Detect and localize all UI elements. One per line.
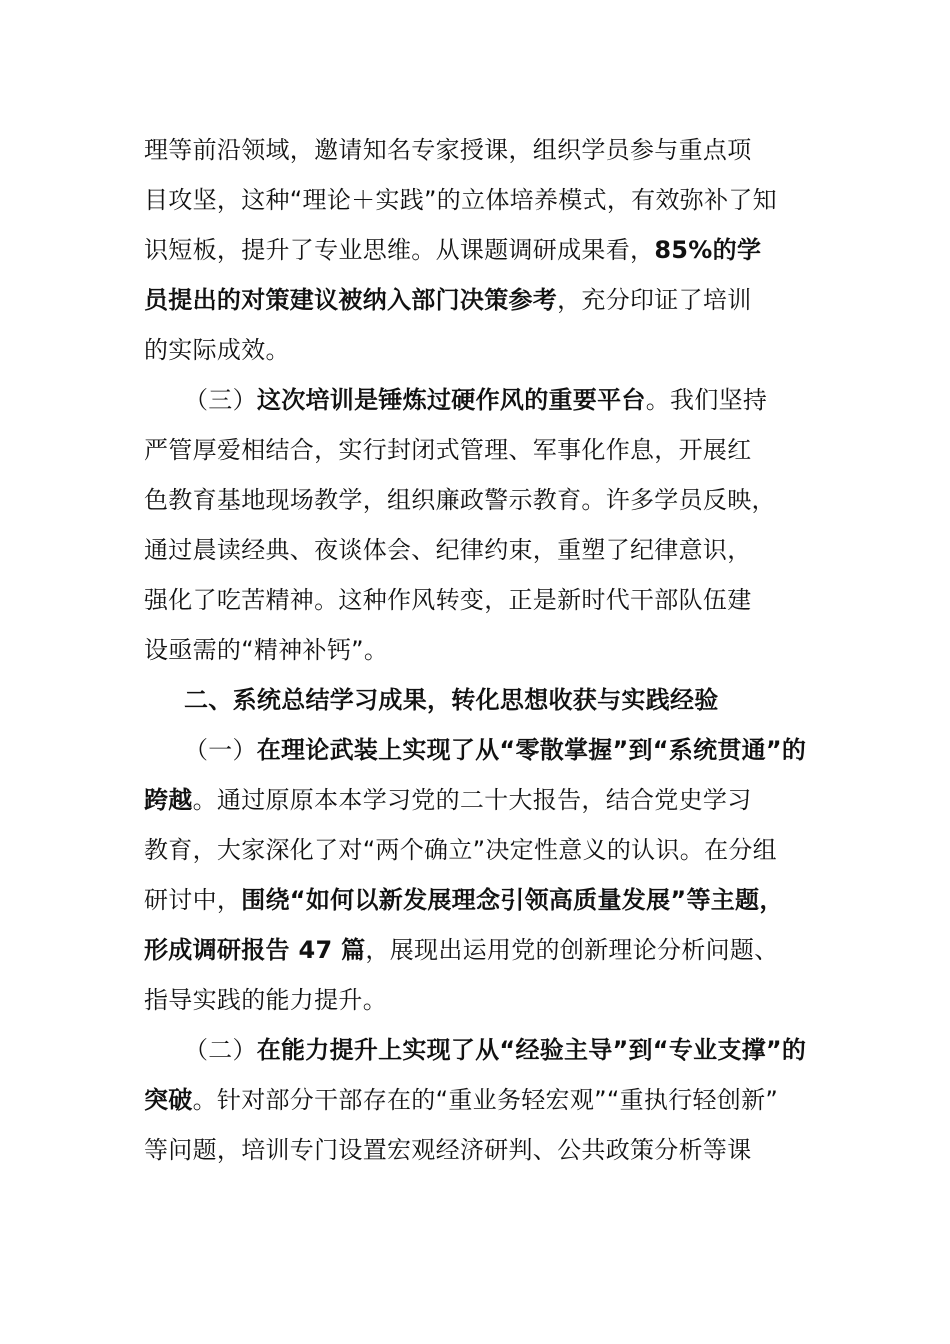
paragraph-line <box>144 1084 778 1116</box>
text-run: 的实际成效。 <box>144 336 290 364</box>
paragraph-line <box>144 484 776 516</box>
text-run: 教育，大家深化了对“两个确立”决定性意义的认识。在分组 <box>144 836 777 864</box>
bold-text-run: 85%的学 <box>654 236 762 264</box>
paragraph-line <box>144 284 752 316</box>
text-run: （三） <box>184 386 257 414</box>
bold-text-run: 在理论武装上实现了从“零散掌握”到“系统贯通”的 <box>256 736 807 764</box>
paragraph-line <box>144 334 290 366</box>
paragraph-line <box>144 134 752 166</box>
text-run: 目攻坚，这种“理论＋实践”的立体培养模式，有效弥补了知 <box>144 186 777 214</box>
text-run: 。我们坚持 <box>645 386 768 414</box>
text-run: 通过晨读经典、夜谈体会、纪律约束，重塑了纪律意识， <box>144 536 752 564</box>
paragraph-line <box>184 1034 806 1066</box>
paragraph-line <box>144 234 761 266</box>
paragraph-line <box>184 384 767 416</box>
text-run: ，充分印证了培训 <box>557 286 752 314</box>
paragraph-line <box>184 734 806 766</box>
bold-text-run: 突破 <box>144 1086 193 1114</box>
bold-text-run: 员提出的对策建议被纳入部门决策参考 <box>144 286 558 314</box>
bold-text-run: 围绕“如何以新发展理念引领高质量发展”等主题， <box>241 886 784 914</box>
text-run: 。针对部分干部存在的“重业务轻宏观”“重执行轻创新” <box>192 1086 779 1114</box>
text-run: （一） <box>184 736 257 764</box>
text-run: 等问题，培训专门设置宏观经济研判、公共政策分析等课 <box>144 1136 752 1164</box>
text-run: 严管厚爱相结合，实行封闭式管理、军事化作息，开展红 <box>144 436 752 464</box>
paragraph-line <box>144 784 752 816</box>
section-heading <box>184 684 719 716</box>
paragraph-line <box>144 984 387 1016</box>
paragraph-line <box>144 534 752 566</box>
paragraph-line <box>144 1134 752 1166</box>
text-run: 研讨中， <box>144 886 242 914</box>
bold-text-run: 形成调研报告 47 篇 <box>144 936 366 964</box>
paragraph-line <box>144 184 777 216</box>
text-run: （二） <box>184 1036 257 1064</box>
text-run: 色教育基地现场教学，组织廉政警示教育。许多学员反映， <box>144 486 776 514</box>
paragraph-line <box>144 434 752 466</box>
paragraph-line <box>144 634 388 666</box>
paragraph-line <box>144 584 752 616</box>
paragraph-line <box>144 884 784 916</box>
text-run: 。通过原原本本学习党的二十大报告，结合党史学习 <box>192 786 752 814</box>
bold-text-run: 这次培训是锤炼过硬作风的重要平台 <box>256 386 646 414</box>
paragraph-line <box>144 834 777 866</box>
paragraph-line <box>144 934 779 966</box>
text-run: 设亟需的“精神补钙”。 <box>144 636 389 664</box>
text-run: 理等前沿领域，邀请知名专家授课，组织学员参与重点项 <box>144 136 752 164</box>
text-run: ，展现出运用党的创新理论分析问题、 <box>365 936 779 964</box>
bold-text-run: 在能力提升上实现了从“经验主导”到“专业支撑”的 <box>256 1036 807 1064</box>
text-run: 识短板，提升了专业思维。从课题调研成果看， <box>144 236 655 264</box>
bold-text-run: 跨越 <box>144 786 193 814</box>
text-run: 强化了吃苦精神。这种作风转变，正是新时代干部队伍建 <box>144 586 752 614</box>
text-run: 指导实践的能力提升。 <box>144 986 387 1014</box>
heading-text: 二、系统总结学习成果，转化思想收获与实践经验 <box>184 686 719 714</box>
